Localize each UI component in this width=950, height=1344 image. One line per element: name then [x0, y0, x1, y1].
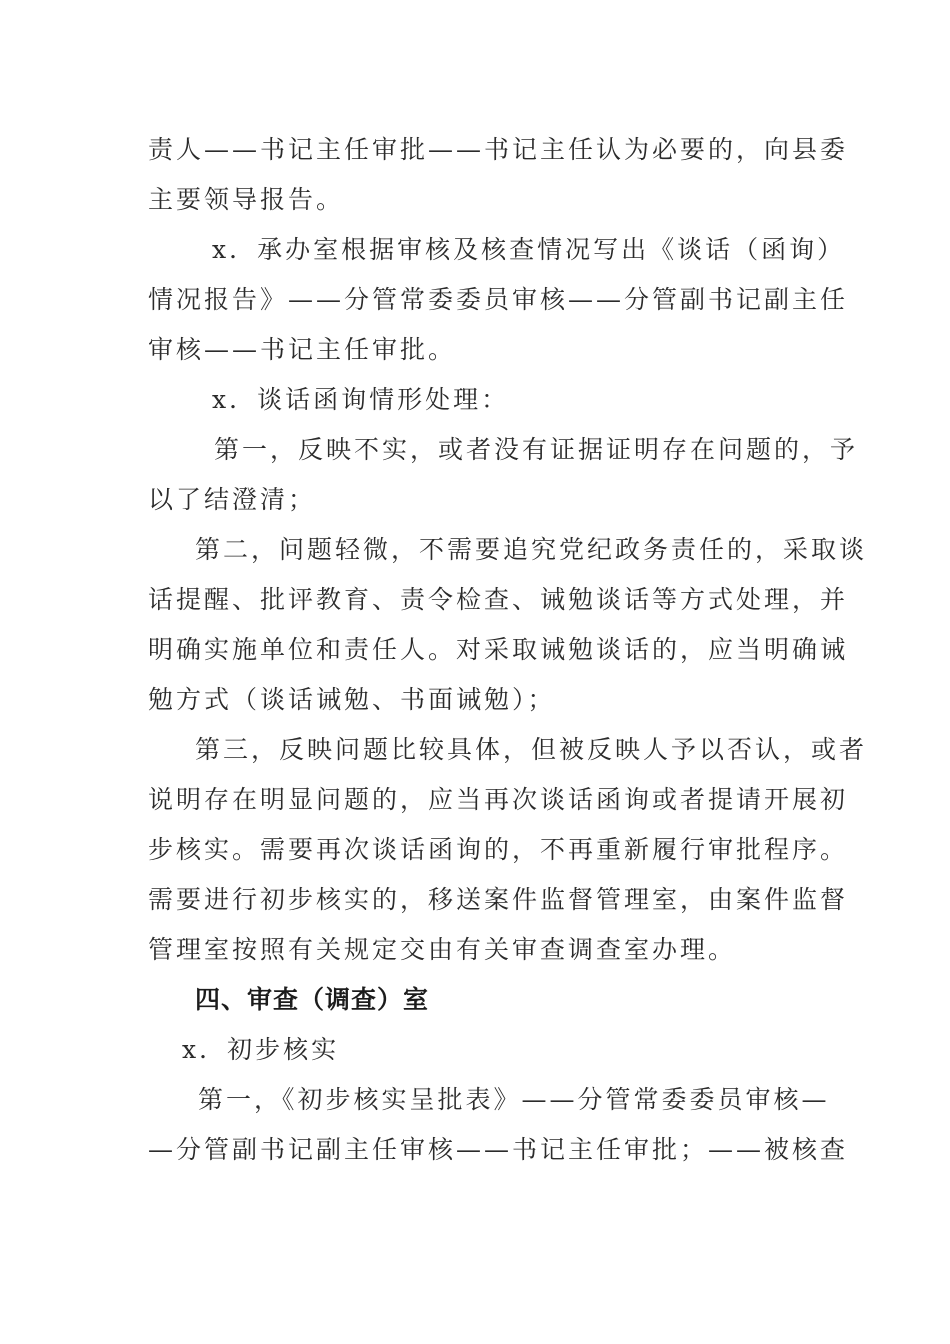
text-line: 管理室按照有关规定交由有关审查调查室办理。: [148, 935, 737, 964]
text-line: 勉方式（谈话诫勉、书面诫勉）；: [148, 685, 556, 714]
text-line: —分管副书记副主任审核——书记主任审批；——被核查: [148, 1135, 849, 1164]
text-line: 说明存在明显问题的，应当再次谈话函询或者提请开展初: [148, 785, 849, 814]
text-line: 以了结澄清；: [148, 485, 317, 514]
text-line: 步核实。需要再次谈话函询的，不再重新履行审批程序。: [148, 835, 849, 864]
text-line: x．初步核实: [182, 1035, 340, 1064]
text-line: 明确实施单位和责任人。对采取诫勉谈话的，应当明确诫: [148, 635, 849, 664]
text-line: 话提醒、批评教育、责令检查、诫勉谈话等方式处理，并: [148, 585, 849, 614]
text-line: 第三，反映问题比较具体，但被反映人予以否认，或者: [195, 735, 868, 764]
text-line: 第一，反映不实，或者没有证据证明存在问题的，予: [214, 435, 859, 464]
text-line: 第一，《初步核实呈批表》——分管常委委员审核—: [198, 1085, 830, 1114]
text-line: x．承办室根据审核及核查情况写出《谈话（函询）: [212, 235, 846, 264]
text-line: x．谈话函询情形处理：: [212, 385, 510, 414]
text-line: 审核——书记主任审批。: [148, 335, 457, 364]
section-heading: 四、审查（调查）室: [195, 985, 430, 1014]
text-line: 需要进行初步核实的，移送案件监督管理室，由案件监督: [148, 885, 849, 914]
text-line: 主要领导报告。: [148, 185, 345, 214]
text-line: 第二，问题轻微，不需要追究党纪政务责任的，采取谈: [195, 535, 868, 564]
text-line: 责人——书记主任审批——书记主任认为必要的，向县委: [148, 135, 849, 164]
text-line: 情况报告》——分管常委委员审核——分管副书记副主任: [148, 285, 849, 314]
